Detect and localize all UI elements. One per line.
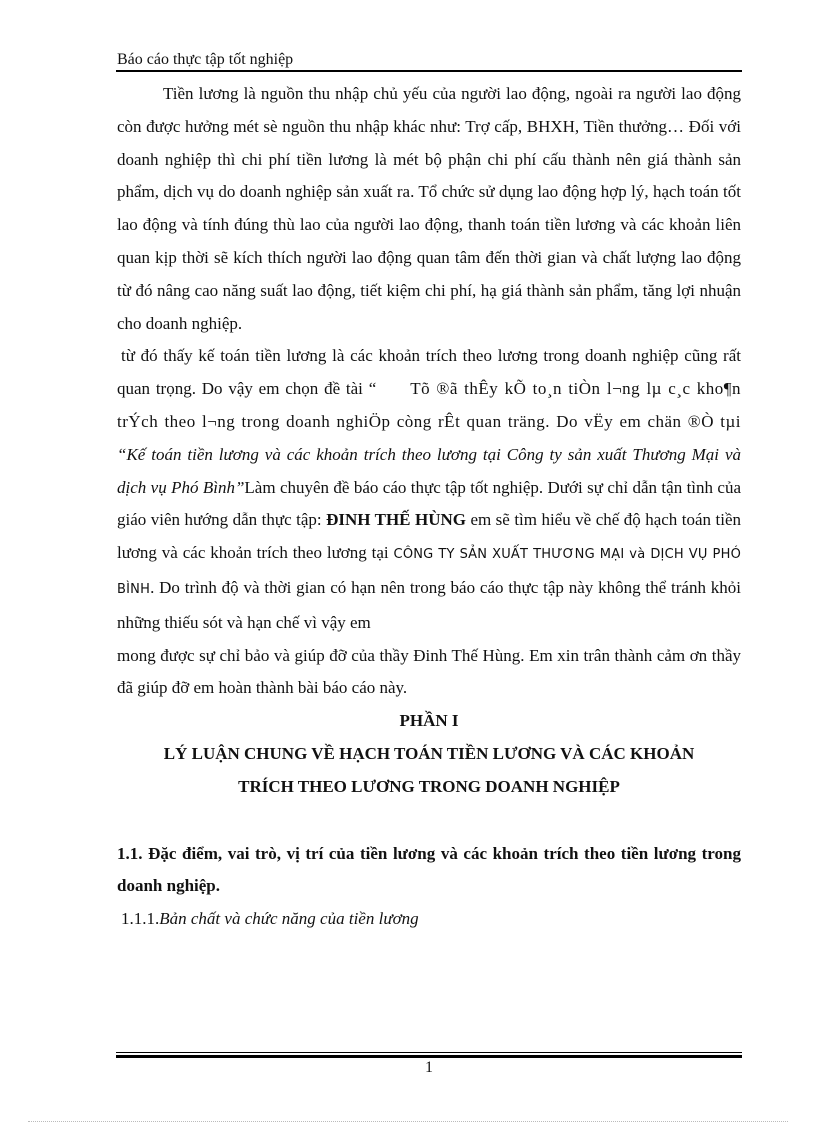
header-divider: [116, 70, 742, 72]
subsection-heading: [117, 903, 741, 936]
topic-text-d: . Do trình độ và thời gian có hạn nên trong báo cáo thực tập này không thể tránh khỏi những thiếu sót và hạn chế vì vậy em: [117, 577, 741, 632]
running-header: Báo cáo thực tập tốt nghiệp: [117, 51, 294, 68]
topic-paragraph: [117, 340, 741, 639]
supervisor-name: ĐINH THẾ HÙNG: [326, 510, 466, 530]
section-heading: 1.1. Đặc điểm, vai trò, vị trí của tiền lương và các khoản trích theo tiền lương trong doanh nghiệp.: [117, 843, 741, 896]
main-content: [117, 78, 741, 936]
topic-text-c: em sẽ tìm hiểu về chế độ hạch toán tiền lương và các khoản trích theo lương tại: [117, 510, 741, 563]
topic-text-b: Làm chuyên đề báo cáo thực tập tốt nghiệp. Dưới sự chỉ dẫn tận tình của giáo viên hướng dẫn thực tập:: [117, 477, 741, 530]
footer-divider-thin: [116, 1052, 742, 1053]
garbled-font-text: Tõ ®ã thÊy kÕ to¸n tiÒn l¬ng lµ c¸c kho¶n trÝch theo l¬ng trong doanh nghiÖp còng rÊt quan träng. Do vËy em chän ®Ò tµi: [117, 379, 742, 431]
page-number: 1: [425, 1059, 433, 1076]
report-title-italic: “Kế toán tiền lương và các khoản trích theo lương tại Công ty sản xuất Thương Mại và dịch vụ Phó Bình”: [117, 444, 741, 497]
thanks-paragraph: mong được sự chỉ bảo và giúp đỡ của thầy Đinh Thế Hùng. Em xin trân thành cảm ơn thầy đã giúp đỡ em hoàn thành bài báo cáo này.: [117, 645, 741, 698]
company-name: CÔNG TY SẢN XUẤT THƯƠNG MẠI và DỊCH VỤ PHÓ BÌNH: [117, 547, 742, 597]
intro-paragraph: Tiền lương là nguồn thu nhập chủ yếu của người lao động, ngoài ra người lao động còn được hưởng mét sè nguồn thu nhập khác như: Trợ cấp, BHXH, Tiền thưởng… Đối với doanh nghiệp thì chi phí tiền lương là mét bộ phận chi phí cấu thành nên giá thành sản phẩm, dịch vụ do doanh nghiệp sản xuất ra. Tổ chức sử dụng lao động hợp lý, hạch toán tốt lao động và tính đúng thù lao của người lao động, thanh toán tiền lương và các khoản liên quan kịp thời sẽ kích thích người lao động quan tâm đến thời gian và chất lượng lao động từ đó nâng cao năng suất lao động, tiết kiệm chi phí, hạ giá thành sản phẩm, tăng lợi nhuận cho doanh nghiệp.: [117, 84, 741, 333]
subsection-number: 1.1.1.: [121, 909, 160, 929]
subsection-title: Bản chất và chức năng của tiền lương: [159, 909, 419, 929]
part-title-line1: LÝ LUẬN CHUNG VỀ HẠCH TOÁN TIỀN LƯƠNG VÀ CÁC KHOẢN: [163, 743, 695, 763]
part-title-line2: TRÍCH THEO LƯƠNG TRONG DOANH NGHIỆP: [238, 776, 620, 796]
part-label: PHẦN I: [399, 711, 459, 731]
page-edge-dotted-line: [28, 1121, 788, 1122]
topic-text-a: từ đó thấy kế toán tiền lương là các khoản trích theo lương trong doanh nghiệp cũng rất quan trọng. Do vậy em chọn đề tài “: [117, 346, 741, 399]
